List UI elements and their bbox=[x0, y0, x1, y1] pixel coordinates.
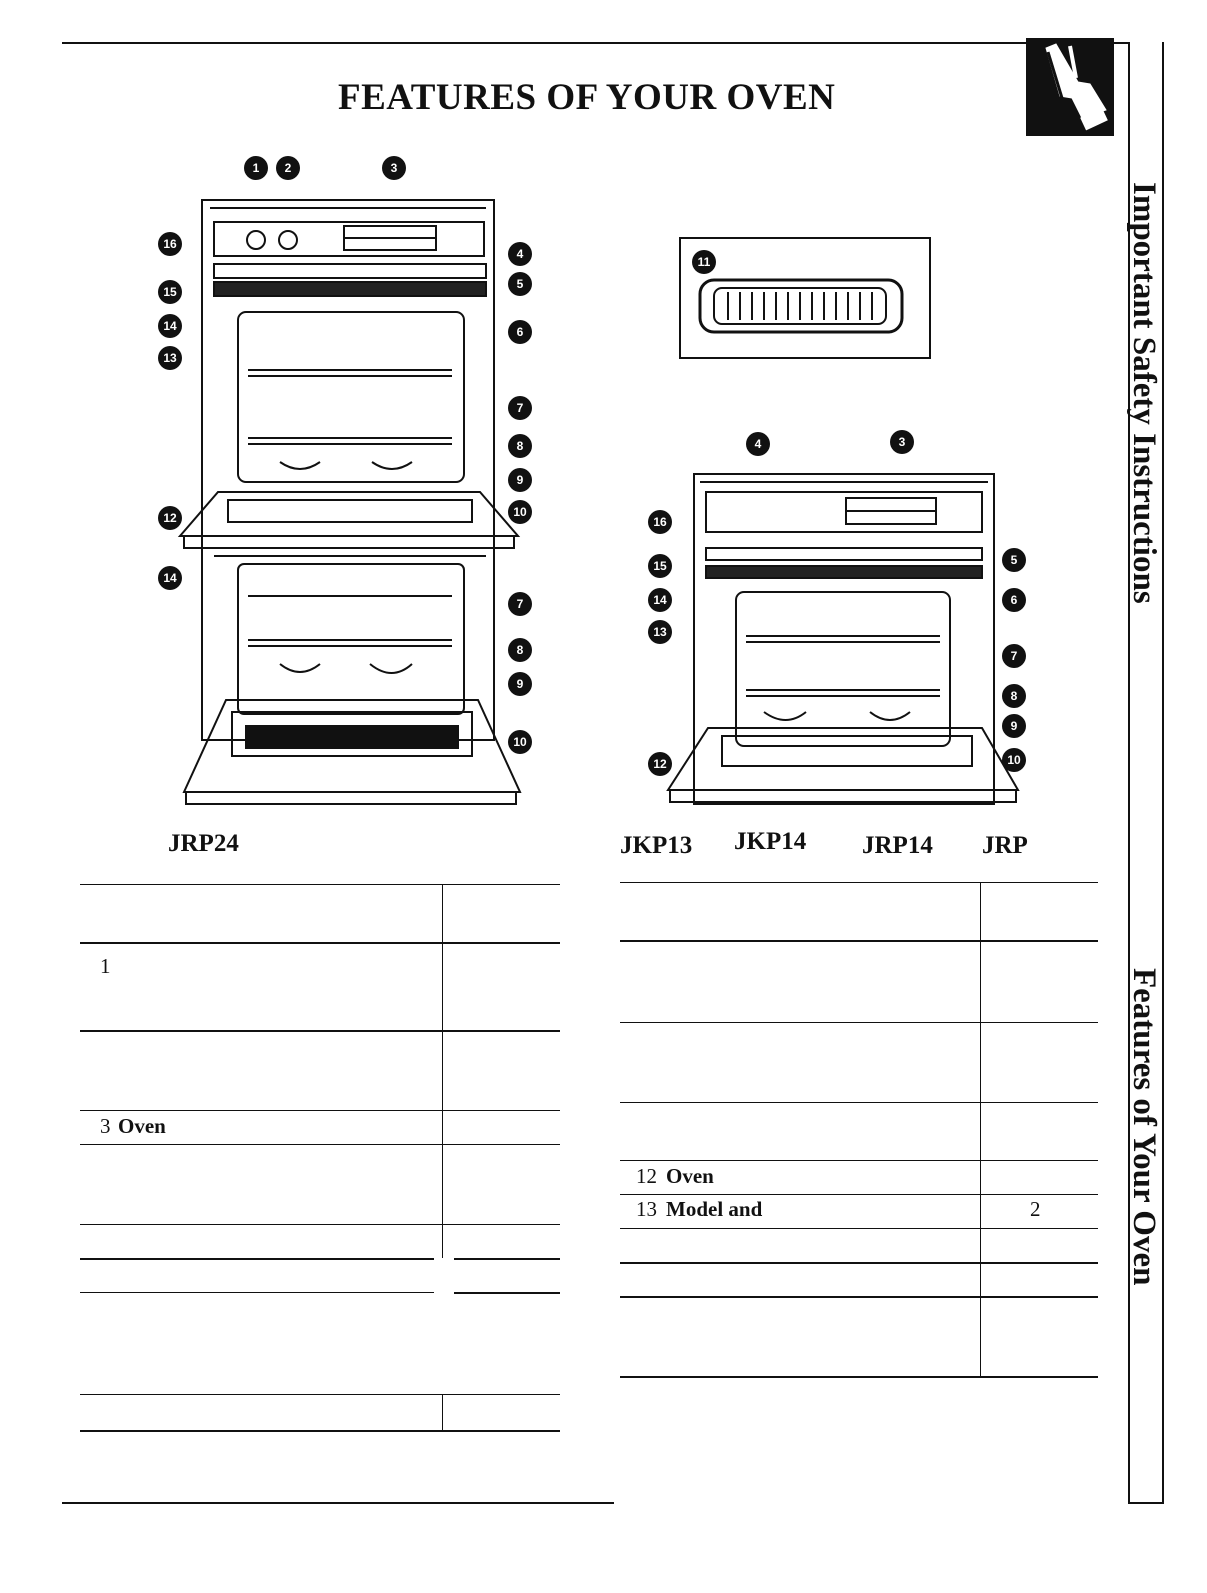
table-rule bbox=[620, 1296, 1098, 1298]
table-row-label bbox=[666, 1197, 762, 1222]
table-row-page: 2 bbox=[1030, 1197, 1041, 1221]
table-row-label-text: Oven bbox=[118, 1114, 166, 1138]
side-tab-safety: Important Safety Instructions bbox=[1126, 182, 1162, 604]
table-column-divider bbox=[980, 882, 981, 1376]
callout-8-lower: 8 bbox=[508, 638, 532, 662]
callout-12-single: 12 bbox=[648, 752, 672, 776]
callout-11: 11 bbox=[692, 250, 716, 274]
callout-16: 16 bbox=[158, 232, 182, 256]
table-rule bbox=[80, 1292, 434, 1293]
callout-14-single: 14 bbox=[648, 588, 672, 612]
callout-9-lower: 9 bbox=[508, 672, 532, 696]
callout-9-single: 9 bbox=[1002, 714, 1026, 738]
callout-2: 2 bbox=[276, 156, 300, 180]
single-oven-illustration bbox=[0, 0, 1100, 820]
table-rule bbox=[80, 1258, 434, 1260]
table-rule bbox=[80, 1394, 560, 1395]
table-row-label-text: Oven bbox=[666, 1164, 714, 1188]
callout-3-single: 3 bbox=[890, 430, 914, 454]
table-rule bbox=[80, 1110, 560, 1111]
side-tab-features: Features of Your Oven bbox=[1126, 968, 1162, 1286]
table-rule bbox=[80, 942, 560, 944]
callout-3: 3 bbox=[382, 156, 406, 180]
callout-7-single: 7 bbox=[1002, 644, 1026, 668]
model-label-jrp14: JRP14 bbox=[862, 832, 933, 859]
callout-5: 5 bbox=[508, 272, 532, 296]
table-rule bbox=[620, 1194, 1098, 1195]
callout-4: 4 bbox=[508, 242, 532, 266]
table-row-num: 1 bbox=[100, 954, 111, 978]
table-row-label bbox=[118, 1114, 166, 1139]
callout-13: 13 bbox=[158, 346, 182, 370]
callout-8-single: 8 bbox=[1002, 684, 1026, 708]
table-rule bbox=[80, 1224, 560, 1225]
table-row-label bbox=[666, 1164, 714, 1189]
callout-7: 7 bbox=[508, 396, 532, 420]
table-rule bbox=[620, 1376, 1098, 1378]
table-rule bbox=[80, 1030, 560, 1032]
callout-12: 12 bbox=[158, 506, 182, 530]
model-label-jkp14: JKP14 bbox=[734, 828, 807, 855]
table-row-num: 3 bbox=[100, 1114, 111, 1138]
model-label-jrp24: JRP24 bbox=[168, 830, 239, 857]
table-rule bbox=[620, 1228, 1098, 1229]
table-rule bbox=[454, 1258, 560, 1260]
table-rule bbox=[620, 882, 1098, 883]
table-row-num: 13 bbox=[636, 1197, 657, 1221]
page-title: FEATURES OF YOUR OVEN bbox=[338, 77, 836, 118]
table-rule bbox=[80, 1430, 560, 1432]
table-rule bbox=[80, 1144, 560, 1145]
callout-15: 15 bbox=[158, 280, 182, 304]
table-rule bbox=[454, 1292, 560, 1294]
callout-10: 10 bbox=[508, 500, 532, 524]
table-row-label-text: Model and bbox=[666, 1197, 763, 1221]
callout-15-single: 15 bbox=[648, 554, 672, 578]
table-rule bbox=[620, 1022, 1098, 1023]
callout-14-lower: 14 bbox=[158, 566, 182, 590]
table-rule bbox=[620, 1160, 1098, 1161]
callout-10-lower: 10 bbox=[508, 730, 532, 754]
table-rule bbox=[620, 1102, 1098, 1103]
table-column-divider bbox=[442, 884, 443, 1258]
callout-13-single: 13 bbox=[648, 620, 672, 644]
callout-1: 1 bbox=[244, 156, 268, 180]
table-rule bbox=[620, 1262, 1098, 1264]
callout-5-single: 5 bbox=[1002, 548, 1026, 572]
callout-14: 14 bbox=[158, 314, 182, 338]
callout-7-lower: 7 bbox=[508, 592, 532, 616]
callout-10-single: 10 bbox=[1002, 748, 1026, 772]
callout-6: 6 bbox=[508, 320, 532, 344]
table-rule bbox=[80, 884, 560, 885]
callout-9: 9 bbox=[508, 468, 532, 492]
bottom-rule bbox=[62, 1502, 614, 1504]
model-label-jrp: JRP bbox=[982, 832, 1028, 859]
callout-4-single: 4 bbox=[746, 432, 770, 456]
callout-16-single: 16 bbox=[648, 510, 672, 534]
table-row-num: 12 bbox=[636, 1164, 657, 1188]
callout-6-single: 6 bbox=[1002, 588, 1026, 612]
callout-8: 8 bbox=[508, 434, 532, 458]
table-rule bbox=[620, 940, 1098, 942]
model-label-jkp13: JKP13 bbox=[620, 832, 693, 859]
table-column-divider bbox=[442, 1394, 443, 1430]
